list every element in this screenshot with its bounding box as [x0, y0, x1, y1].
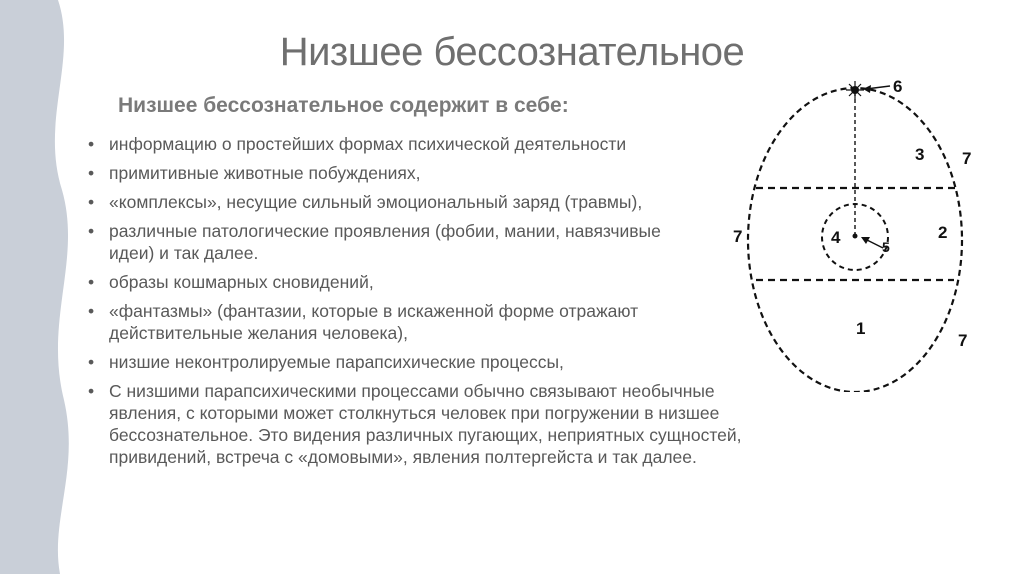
- bullet-marker: •: [88, 221, 95, 241]
- psyche-egg-diagram: [720, 72, 1010, 392]
- label-6: 6: [893, 77, 903, 96]
- bullet-marker: •: [88, 352, 95, 372]
- label-2: 2: [938, 223, 948, 242]
- label-4: 4: [831, 228, 841, 247]
- bullet-marker: •: [88, 272, 95, 292]
- list-item: • низшие неконтролируемые парапсихические процессы,: [88, 352, 564, 372]
- bullet-marker: •: [88, 134, 95, 154]
- bullet-marker: •: [88, 163, 95, 183]
- label-3: 3: [915, 145, 925, 164]
- bullet-marker: •: [88, 192, 95, 212]
- list-item: • «комплексы», несущие сильный эмоциональный заряд (травмы),: [88, 192, 643, 212]
- slide-subtitle: Низшее бессознательное содержит в себе:: [118, 94, 569, 117]
- list-item: • «фантазмы» (фантазии, которые в искаженной форме отражают действительные желания человека),: [88, 301, 639, 343]
- bullet-list: [88, 133, 753, 475]
- page-title: Низшее бессознательное: [279, 30, 745, 74]
- egg-outline: [748, 88, 962, 392]
- top-star-point: [846, 81, 864, 99]
- bullet-marker: •: [88, 381, 95, 401]
- list-item: • образы кошмарных сновидений,: [88, 272, 374, 292]
- arrow-6-head: [863, 85, 871, 93]
- label-7-top: 7: [962, 149, 972, 168]
- center-dot: [853, 234, 858, 239]
- decorative-left-band: [0, 0, 80, 574]
- list-item: • С низшими парапсихическими процессами обычно связывают необычные явления, с которыми может столкнуться человек при погружении в низшее бессознательное. Это видения различных пугающих, неприятных сущностей, привидений, встреча с «домовыми», явления полтергейста и так далее.: [88, 381, 742, 467]
- bullet-marker: •: [88, 301, 95, 321]
- label-1: 1: [856, 319, 866, 338]
- label-7-left: 7: [733, 227, 743, 246]
- label-7-bottom: 7: [958, 331, 968, 350]
- label-5: 5: [882, 239, 890, 255]
- list-item: • примитивные животные побуждениях,: [88, 163, 421, 183]
- list-item: • различные патологические проявления (фобии, мании, навязчивые идеи) и так далее.: [88, 221, 661, 263]
- list-item: • информацию о простейших формах психической деятельности: [88, 134, 627, 154]
